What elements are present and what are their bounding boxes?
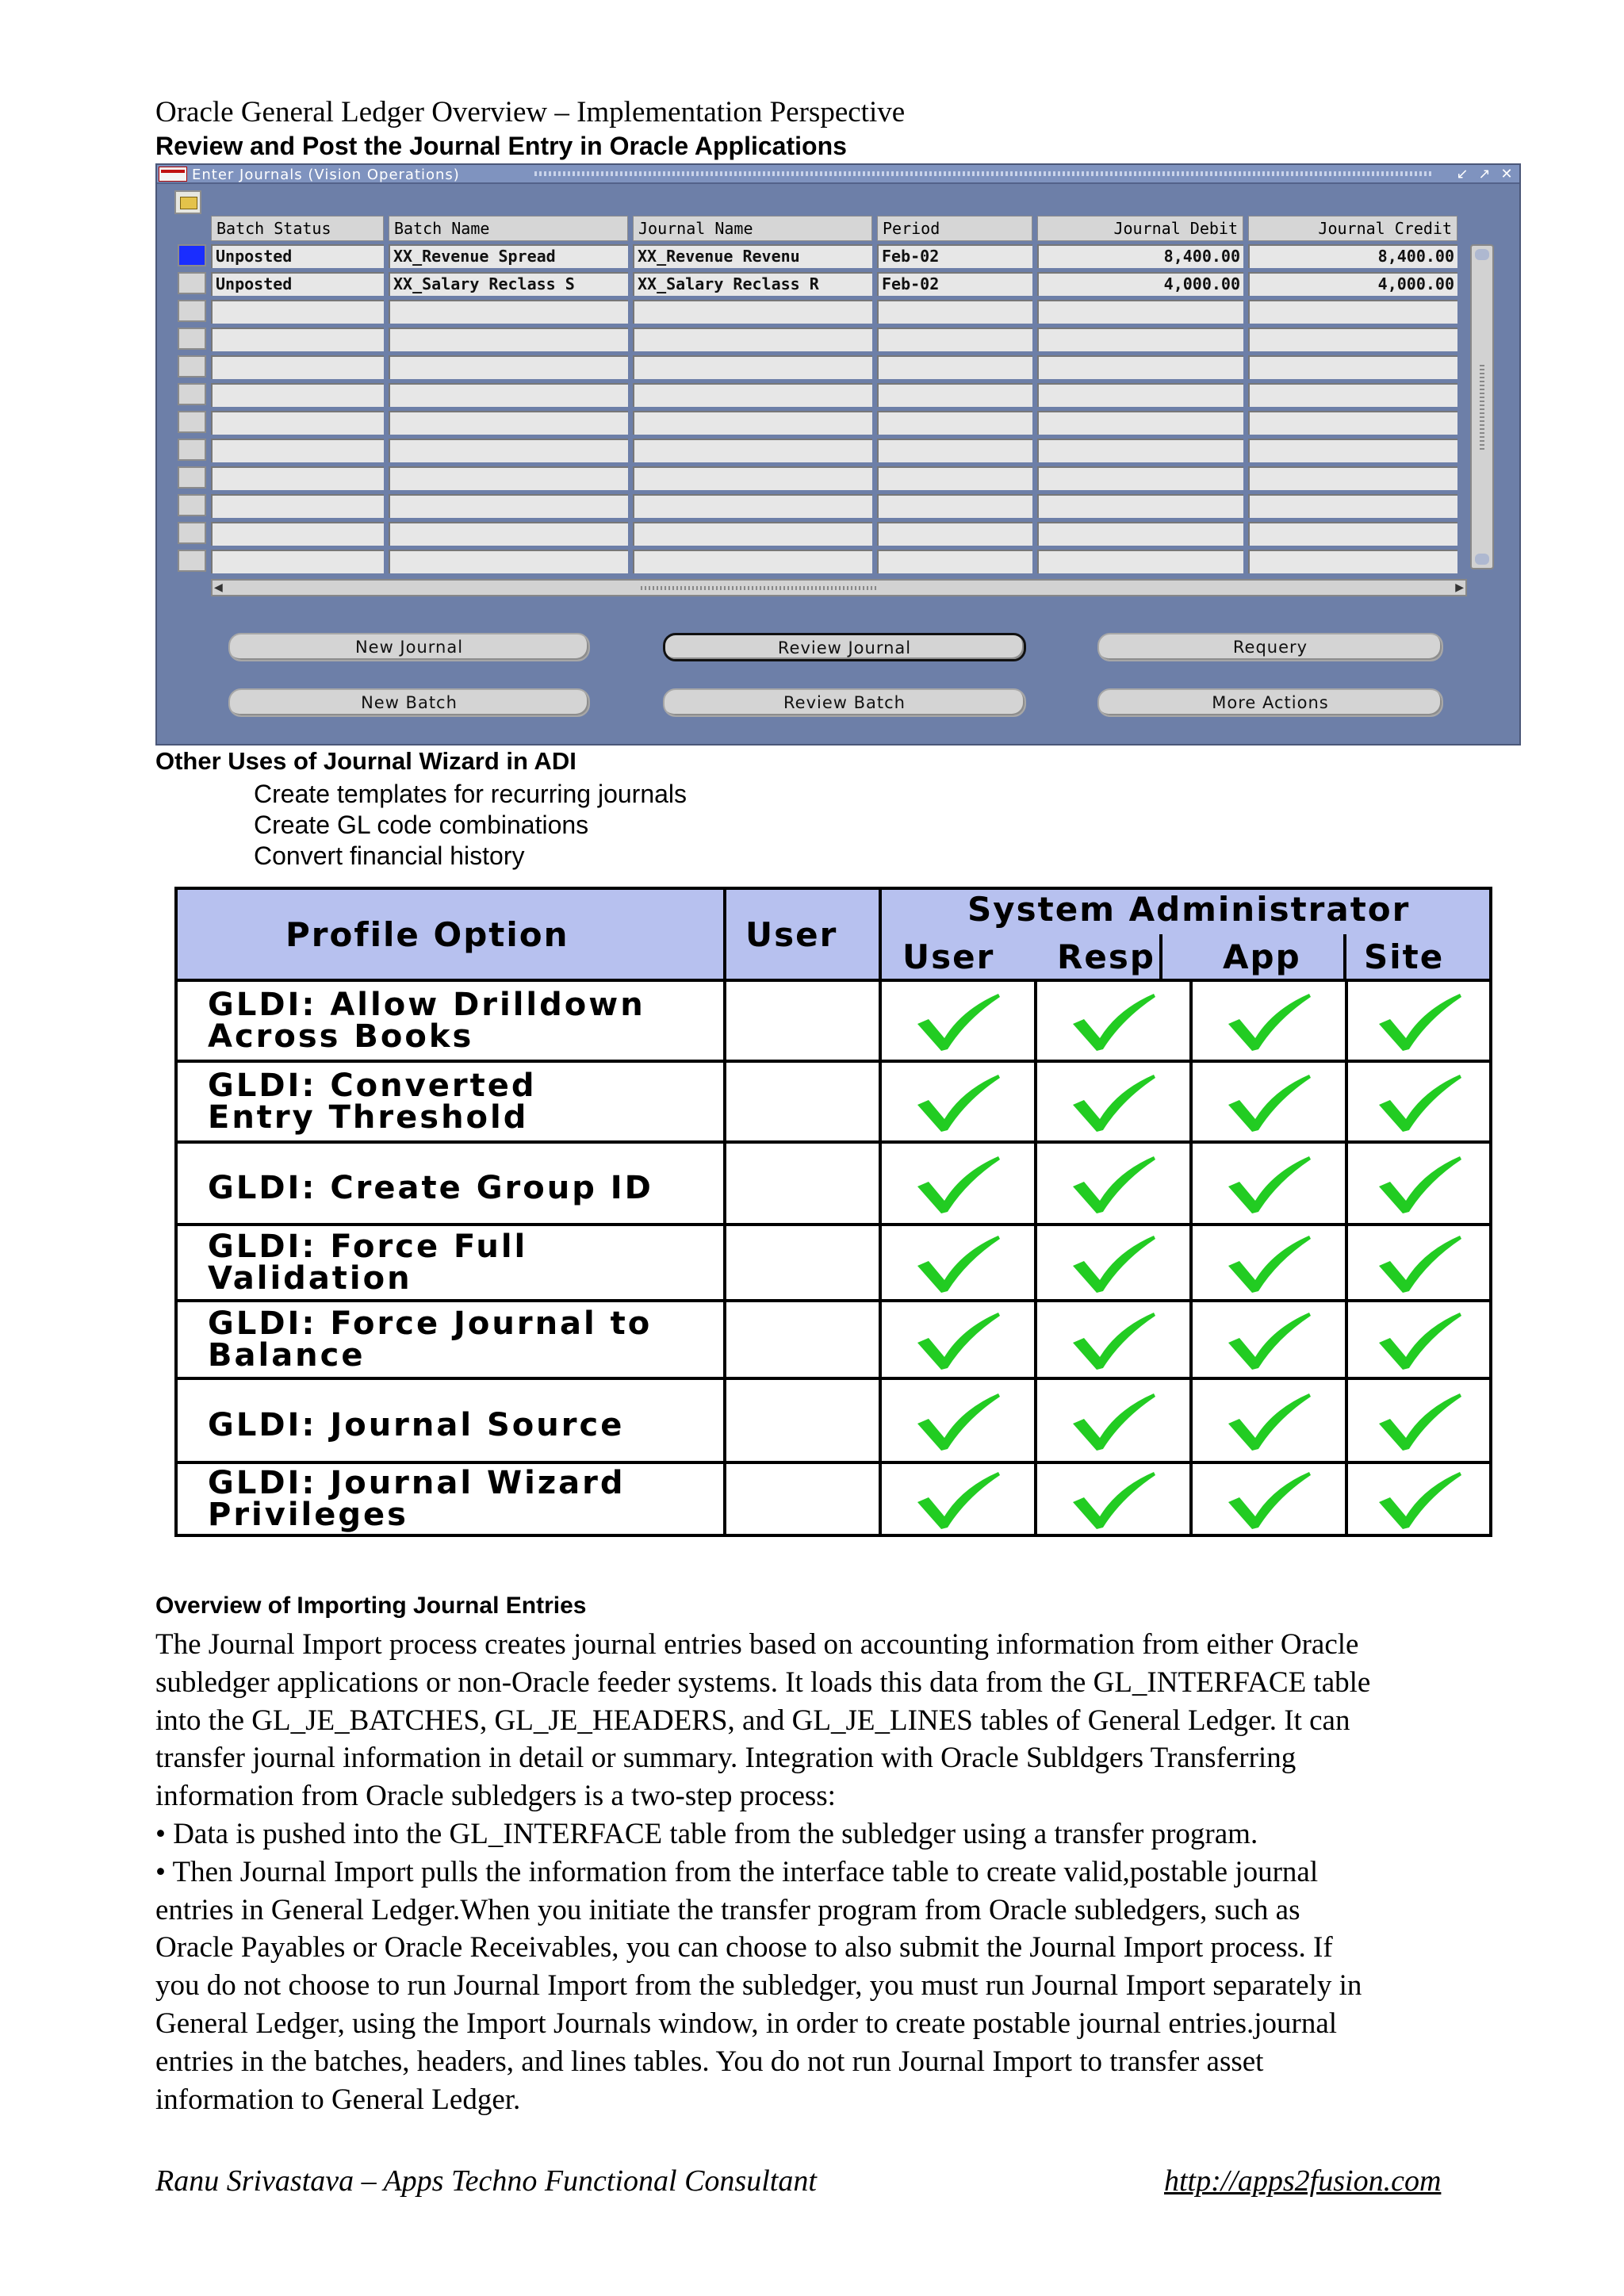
checkmark-icon	[1070, 1070, 1157, 1133]
sub-header-app: App	[1223, 937, 1301, 976]
row-selector[interactable]	[178, 272, 206, 294]
table-cell[interactable]	[211, 411, 384, 435]
checkmark-icon	[1225, 1308, 1312, 1371]
profile-option-line2: Entry Threshold	[208, 1099, 529, 1136]
row-selector[interactable]	[178, 494, 206, 516]
sub-header-site: Site	[1364, 937, 1445, 976]
new-batch-button[interactable]: New Batch	[228, 688, 590, 717]
row-selector[interactable]	[178, 550, 206, 572]
table-cell[interactable]	[633, 494, 872, 518]
column-header[interactable]: Journal Credit	[1248, 216, 1457, 241]
table-cell[interactable]: 8,400.00	[1037, 244, 1243, 268]
window-title-bar	[157, 165, 1519, 184]
row-selector[interactable]	[178, 244, 206, 266]
enter-journals-window	[155, 163, 1521, 746]
table-cell[interactable]	[1248, 550, 1457, 573]
user-header: User	[745, 915, 838, 954]
table-gridline	[1343, 934, 1346, 980]
checkmark-icon	[1376, 1467, 1463, 1531]
table-cell[interactable]: Feb-02	[877, 244, 1032, 268]
import-heading: Overview of Importing Journal Entries	[155, 1593, 587, 1619]
paragraph-line: entries in the batches, headers, and lines tables. You do not run Journal Import to transfer asset	[155, 2045, 1264, 2078]
profile-option-line2: Balance	[208, 1337, 366, 1374]
table-cell[interactable]	[211, 550, 384, 573]
minimize-icon[interactable]: ↙	[1456, 166, 1469, 182]
table-gridline	[174, 1377, 1492, 1380]
table-cell[interactable]	[633, 522, 872, 546]
table-gridline	[174, 887, 1492, 890]
checkmark-icon	[914, 1152, 1002, 1215]
horizontal-scrollbar[interactable]: ◀ ▶	[211, 579, 1467, 596]
open-folder-icon[interactable]	[174, 190, 201, 214]
table-cell[interactable]	[1037, 383, 1243, 407]
table-cell[interactable]	[1037, 466, 1243, 490]
table-cell[interactable]	[1037, 439, 1243, 462]
table-cell[interactable]: XX_Salary Reclass R	[633, 272, 872, 296]
profile-option-line1: GLDI: Allow Drilldown	[208, 987, 645, 1023]
paragraph-line: • Data is pushed into the GL_INTERFACE table from the subledger using a transfer program.	[155, 1817, 1258, 1850]
table-cell[interactable]	[389, 494, 628, 518]
table-cell[interactable]	[877, 522, 1032, 546]
table-cell[interactable]	[1248, 439, 1457, 462]
table-cell[interactable]	[1248, 300, 1457, 324]
profile-option-header: Profile Option	[285, 915, 569, 954]
review-batch-button[interactable]: Review Batch	[663, 688, 1026, 717]
table-cell[interactable]	[633, 550, 872, 573]
table-gridline	[1159, 934, 1162, 980]
paragraph-line: Oracle Payables or Oracle Receivables, you can choose to also submit the Journal Import process. If	[155, 1931, 1333, 1964]
maximize-icon[interactable]: ↗	[1478, 166, 1491, 182]
review-journal-button[interactable]: Review Journal	[663, 633, 1026, 661]
section-heading: Review and Post the Journal Entry in Oracle Applications	[155, 132, 847, 160]
list-item: Create GL code combinations	[254, 811, 589, 839]
checkmark-icon	[1376, 1308, 1463, 1371]
table-cell[interactable]	[877, 383, 1032, 407]
table-cell[interactable]	[211, 494, 384, 518]
profile-option-name	[208, 1172, 653, 1204]
table-cell[interactable]	[633, 439, 872, 462]
table-cell[interactable]	[633, 411, 872, 435]
profile-option-name	[208, 1305, 653, 1374]
checkmark-icon	[1225, 989, 1312, 1052]
table-cell[interactable]	[633, 355, 872, 379]
checkmark-icon	[1376, 1231, 1463, 1294]
requery-button[interactable]: Requery	[1097, 633, 1443, 661]
row-selector[interactable]	[178, 328, 206, 350]
checkmark-icon	[1070, 1389, 1157, 1452]
checkmark-icon	[1225, 1467, 1312, 1531]
table-gridline	[174, 1461, 1492, 1464]
table-cell[interactable]	[1037, 550, 1243, 573]
checkmark-icon	[1070, 1467, 1157, 1531]
table-cell[interactable]	[1037, 300, 1243, 324]
table-cell[interactable]	[389, 466, 628, 490]
checkmark-icon	[914, 989, 1002, 1052]
table-gridline	[879, 887, 882, 1537]
checkmark-icon	[1070, 989, 1157, 1052]
checkmark-icon	[914, 1231, 1002, 1294]
profile-option-line2: Privileges	[208, 1497, 408, 1533]
profile-option-name	[208, 1228, 528, 1297]
footer-author: Ranu Srivastava – Apps Techno Functional Consultant	[155, 2164, 817, 2198]
paragraph-line: you do not choose to run Journal Import from the subledger, you must run Journal Import separately in	[155, 1969, 1362, 2003]
table-cell[interactable]	[389, 411, 628, 435]
table-cell[interactable]	[877, 494, 1032, 518]
profile-option-name	[208, 1409, 624, 1441]
table-cell[interactable]	[633, 466, 872, 490]
paragraph-line: The Journal Import process creates journal entries based on accounting information from either Oracle	[155, 1628, 1359, 1661]
profile-option-line1: GLDI: Force Journal to	[208, 1305, 653, 1342]
more-actions-button[interactable]: More Actions	[1097, 688, 1443, 717]
profile-option-line1: GLDI: Journal Source	[208, 1407, 625, 1443]
row-selector[interactable]	[178, 300, 206, 322]
list-item: Create templates for recurring journals	[254, 780, 688, 808]
table-cell[interactable]	[877, 411, 1032, 435]
checkmark-icon	[1376, 1070, 1463, 1133]
table-cell[interactable]	[633, 328, 872, 351]
checkmark-icon	[1225, 1231, 1312, 1294]
profile-option-line2: Across Books	[208, 1018, 474, 1055]
profile-option-name	[208, 987, 645, 1055]
vertical-scrollbar[interactable]	[1470, 244, 1494, 569]
table-cell[interactable]	[1248, 383, 1457, 407]
checkmark-icon	[1225, 1070, 1312, 1133]
paragraph-line: into the GL_JE_BATCHES, GL_JE_HEADERS, and GL_JE_LINES tables of General Ledger. It can	[155, 1704, 1350, 1737]
row-selector[interactable]	[178, 439, 206, 461]
profile-option-line1: GLDI: Force Full	[208, 1228, 528, 1265]
table-gridline	[174, 1299, 1492, 1302]
sub-header-resp: Resp	[1057, 937, 1155, 976]
checkmark-icon	[914, 1389, 1002, 1452]
system-administrator-header: System Administrator	[967, 890, 1411, 929]
table-cell[interactable]: 4,000.00	[1248, 272, 1457, 296]
table-cell[interactable]: Unposted	[211, 244, 384, 268]
table-cell[interactable]	[389, 383, 628, 407]
table-cell[interactable]	[877, 439, 1032, 462]
document-title: Oracle General Ledger Overview – Implementation Perspective	[155, 96, 906, 128]
table-cell[interactable]	[211, 328, 384, 351]
oracle-logo-icon	[159, 167, 187, 182]
table-cell[interactable]	[389, 355, 628, 379]
checkmark-icon	[1376, 1152, 1463, 1215]
table-cell[interactable]: XX_Revenue Revenu	[633, 244, 872, 268]
table-gridline	[174, 1140, 1492, 1144]
new-journal-button[interactable]: New Journal	[228, 633, 590, 661]
paragraph-line: • Then Journal Import pulls the information from the interface table to create valid,postable journal	[155, 1855, 1319, 1888]
table-cell[interactable]	[1037, 522, 1243, 546]
checkmark-icon	[1070, 1152, 1157, 1215]
table-cell[interactable]	[633, 383, 872, 407]
adi-list	[254, 779, 687, 872]
table-gridline	[174, 1060, 1492, 1063]
table-cell[interactable]	[211, 439, 384, 462]
table-cell[interactable]	[1248, 522, 1457, 546]
table-cell[interactable]	[389, 522, 628, 546]
table-cell[interactable]: 8,400.00	[1248, 244, 1457, 268]
list-item: Convert financial history	[254, 841, 525, 870]
profile-option-line1: GLDI: Journal Wizard	[208, 1465, 626, 1501]
row-selector[interactable]	[178, 466, 206, 489]
checkmark-icon	[1225, 1152, 1312, 1215]
table-gridline	[1034, 980, 1037, 1537]
sub-header-user: User	[902, 937, 995, 976]
paragraph-line: subledger applications or non-Oracle feeder systems. It loads this data from the GL_INTERFACE table	[155, 1665, 1371, 1699]
table-cell[interactable]	[1248, 355, 1457, 379]
footer-link[interactable]: http://apps2fusion.com	[1164, 2164, 1442, 2198]
adi-heading: Other Uses of Journal Wizard in ADI	[155, 747, 576, 775]
row-selector[interactable]	[178, 355, 206, 378]
table-cell[interactable]	[211, 383, 384, 407]
checkmark-icon	[1070, 1231, 1157, 1294]
table-cell[interactable]	[211, 466, 384, 490]
paragraph-line: entries in General Ledger.When you initiate the transfer program from Oracle subledgers, such as	[155, 1893, 1300, 1926]
table-gridline	[174, 887, 178, 1537]
profile-option-line1: GLDI: Converted	[208, 1068, 537, 1104]
table-cell[interactable]	[389, 328, 628, 351]
profile-options-table	[174, 887, 1492, 1537]
table-cell[interactable]	[1248, 466, 1457, 490]
close-icon[interactable]: ✕	[1500, 166, 1513, 182]
table-cell[interactable]	[877, 328, 1032, 351]
table-cell[interactable]	[211, 522, 384, 546]
table-cell[interactable]	[1037, 355, 1243, 379]
table-gridline	[1189, 980, 1193, 1537]
profile-option-name	[208, 1467, 625, 1531]
checkmark-icon	[914, 1467, 1002, 1531]
paragraph-line: information from Oracle subledgers is a two-step process:	[155, 1780, 836, 1813]
import-paragraph	[155, 1626, 1370, 2118]
column-header[interactable]: Journal Debit	[1037, 216, 1243, 241]
checkmark-icon	[1376, 989, 1463, 1052]
column-header[interactable]: Period	[877, 216, 1032, 241]
table-cell[interactable]	[389, 439, 628, 462]
table-cell[interactable]	[211, 355, 384, 379]
table-cell[interactable]	[389, 300, 628, 324]
profile-option-name	[208, 1068, 537, 1136]
column-header[interactable]: Journal Name	[633, 216, 872, 241]
paragraph-line: General Ledger, using the Import Journals window, in order to create postable journal entries.journal	[155, 2007, 1338, 2040]
row-selector[interactable]	[178, 411, 206, 433]
checkmark-icon	[1376, 1389, 1463, 1452]
table-cell[interactable]	[877, 466, 1032, 490]
table-cell[interactable]	[1248, 411, 1457, 435]
checkmark-icon	[914, 1070, 1002, 1133]
checkmark-icon	[1225, 1389, 1312, 1452]
checkmark-icon	[1070, 1308, 1157, 1371]
table-cell[interactable]	[877, 550, 1032, 573]
table-gridline	[174, 979, 1492, 982]
row-selector[interactable]	[178, 383, 206, 405]
profile-option-line1: GLDI: Create Group ID	[208, 1170, 653, 1206]
table-cell[interactable]	[1037, 328, 1243, 351]
table-cell[interactable]: XX_Revenue Spread	[389, 244, 628, 268]
table-cell[interactable]: XX_Salary Reclass S	[389, 272, 628, 296]
table-cell[interactable]	[211, 300, 384, 324]
row-selector[interactable]	[178, 522, 206, 544]
window-title: Enter Journals (Vision Operations)	[192, 167, 460, 183]
table-gridline	[1489, 887, 1492, 1537]
profile-option-line2: Validation	[208, 1260, 412, 1297]
table-cell[interactable]	[877, 355, 1032, 379]
table-cell[interactable]	[1037, 411, 1243, 435]
table-cell[interactable]	[1248, 328, 1457, 351]
table-cell[interactable]	[389, 550, 628, 573]
column-header[interactable]: Batch Status	[211, 216, 384, 241]
table-gridline	[174, 1223, 1492, 1226]
table-gridline	[174, 1534, 1492, 1537]
table-cell[interactable]: 4,000.00	[1037, 272, 1243, 296]
column-header[interactable]: Batch Name	[389, 216, 628, 241]
table-cell[interactable]	[1248, 494, 1457, 518]
table-gridline	[723, 887, 726, 1537]
paragraph-line: information to General Ledger.	[155, 2083, 521, 2116]
table-cell[interactable]: Unposted	[211, 272, 384, 296]
table-cell[interactable]	[633, 300, 872, 324]
paragraph-line: transfer journal information in detail or summary. Integration with Oracle Subldgers Transferring	[155, 1742, 1297, 1775]
table-cell[interactable]	[877, 300, 1032, 324]
table-cell[interactable]: Feb-02	[877, 272, 1032, 296]
table-cell[interactable]	[1037, 494, 1243, 518]
checkmark-icon	[914, 1308, 1002, 1371]
table-gridline	[1345, 980, 1348, 1537]
